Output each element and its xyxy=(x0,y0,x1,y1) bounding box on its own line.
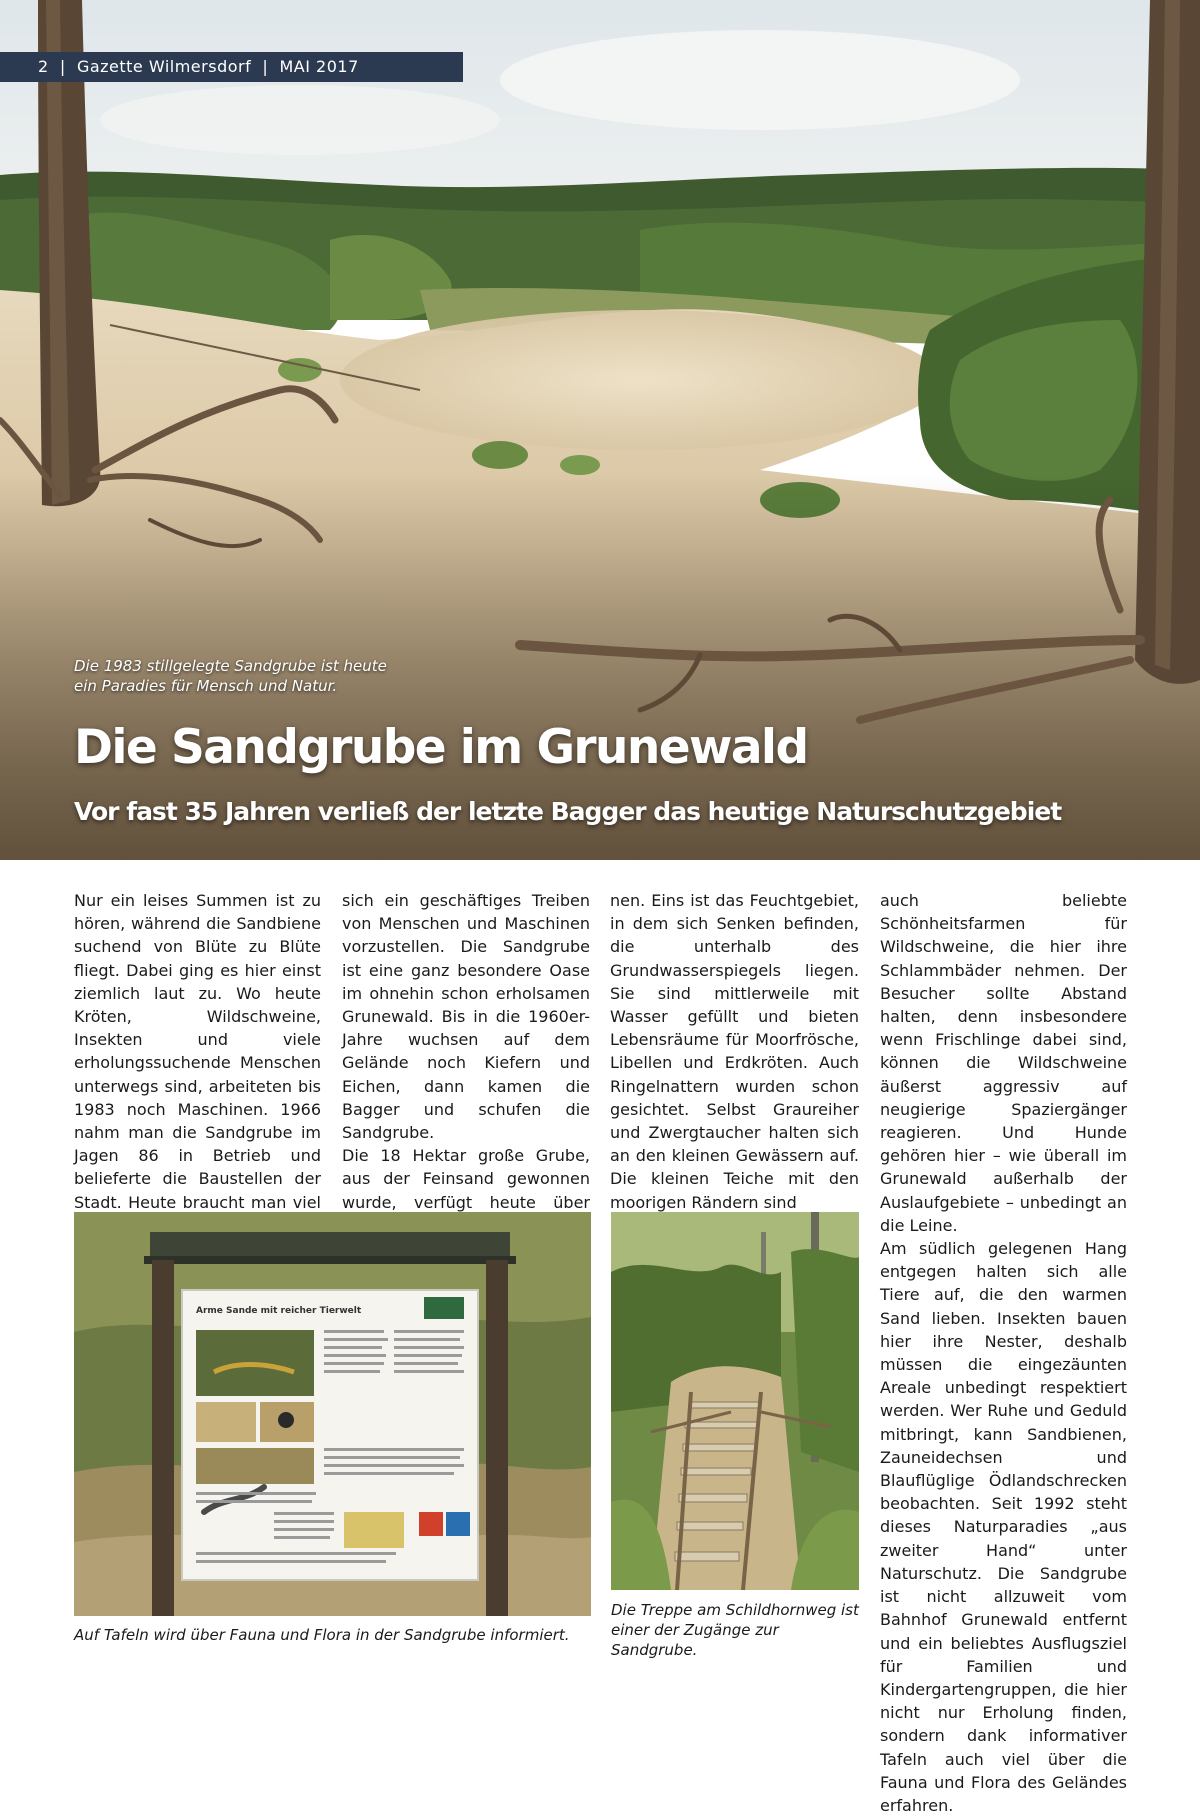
info-sign-photo xyxy=(74,1212,591,1616)
paragraph: auch beliebte Schönheitsfarmen für Wildschweine, die hier ihre Schlammbäder nehmen. Der Besucher sollte Abstand halten, denn insbesondere wenn Frischlinge dabei sind, können die Wildschweine äußerst aggressiv auf neugierige Spaziergänger reagieren. Und Hunde gehören hier – wie überall im Grunewald außerhalb der Auslaufgebiete – unbedingt an die Leine. xyxy=(880,891,1127,1235)
hero-caption: Die 1983 stillgelegte Sandgrube ist heute ein Paradies für Mensch und Natur. xyxy=(74,657,387,695)
text-column-3 xyxy=(610,889,859,1214)
article-title: Die Sandgrube im Grunewald xyxy=(74,720,808,775)
paragraph: Nur ein leises Summen ist zu hören, während die Sandbiene suchend von Blüte zu Blüte fliegt. Dabei ging es hier einst ziemlich laut zu. Wo heute Kröten, Wildschweine, Insekten und viele erholungssuchende Menschen unterwegs sind, arbeiteten bis 1983 noch Maschinen. 1966 nahm man die Sandgrube im Jagen 86 in Betrieb und belieferte die Baustellen der Stadt. Heute braucht man viel xyxy=(74,891,321,1212)
text-column-2 xyxy=(342,889,590,1237)
stairs-photo xyxy=(611,1212,859,1590)
info-sign-caption: Auf Tafeln wird über Fauna und Flora in der Sandgrube informiert. xyxy=(74,1626,570,1644)
sign-board-title: Arme Sande mit reicher Tierwelt xyxy=(196,1306,362,1316)
text-column-4 xyxy=(880,889,1127,1817)
header-separator: | xyxy=(54,57,72,76)
paragraph: Die 18 Hektar große Grube, aus der Feinsand gewonnen wurde, verfügt heute über xyxy=(342,1146,590,1212)
issue-date: MAI 2017 xyxy=(279,57,359,76)
stairs-illustration xyxy=(611,1212,859,1590)
stairs-caption: Die Treppe am Schildhornweg ist einer der Zugänge zur Sandgrube. xyxy=(611,1601,859,1659)
page-number: 2 xyxy=(38,57,49,76)
publication-name: Gazette Wilmersdorf xyxy=(76,57,252,76)
header-bar xyxy=(0,52,463,82)
header-separator: | xyxy=(256,57,274,76)
paragraph: Am südlich gelegenen Hang entgegen halten sich alle Tiere auf, die den warmen Sand lieben. Insekten bauen hier ihre Nester, deshalb müssen die eingezäunten Areale unbedingt respektiert werden. Wer Ruhe und Geduld mitbringt, kann Sandbienen, Zauneidechsen und Blauflüglige Ödlandschrecken beobachten. Seit 1992 steht dieses Naturparadies „aus zweiter Hand“ unter Naturschutz. Die Sandgrube ist nicht allzuweit vom Bahnhof Grunewald entfernt und ein beliebtes Ausflugsziel für Familien und Kindergartengruppen, die hier nicht nur Erholung finden, sondern dank informativer Tafeln auch viel über die Fauna und Flora des Geländes erfahren. xyxy=(880,1239,1127,1815)
paragraph: nen. Eins ist das Feuchtgebiet, in dem sich Senken befinden, die unterhalb des Grundwasserspiegels liegen. Sie sind mittlerweile mit Wasser gefüllt und bieten Lebensräume für Moorfrösche, Libellen und Erdkröten. Auch Ringelnattern wurden schon gesichtet. Selbst Graureiher und Zwergtaucher halten sich an den kleinen Gewässern auf. Die kleinen Teiche mit den moorigen Rändern sind xyxy=(610,891,859,1212)
article-subtitle: Vor fast 35 Jahren verließ der letzte Bagger das heutige Naturschutzgebiet xyxy=(74,797,1062,826)
text-column-1 xyxy=(74,889,321,1237)
paragraph: sich ein geschäftiges Treiben von Menschen und Maschinen vorzustellen. Die Sandgrube ist eine ganz besondere Oase im ohnehin schon erholsamen Grunewald. Bis in die 1960er-Jahre wuchsen auf dem Gelände noch Kiefern und Eichen, dann kamen die Bagger und schufen die Sandgrube. xyxy=(342,891,590,1143)
info-sign-illustration xyxy=(74,1212,591,1616)
